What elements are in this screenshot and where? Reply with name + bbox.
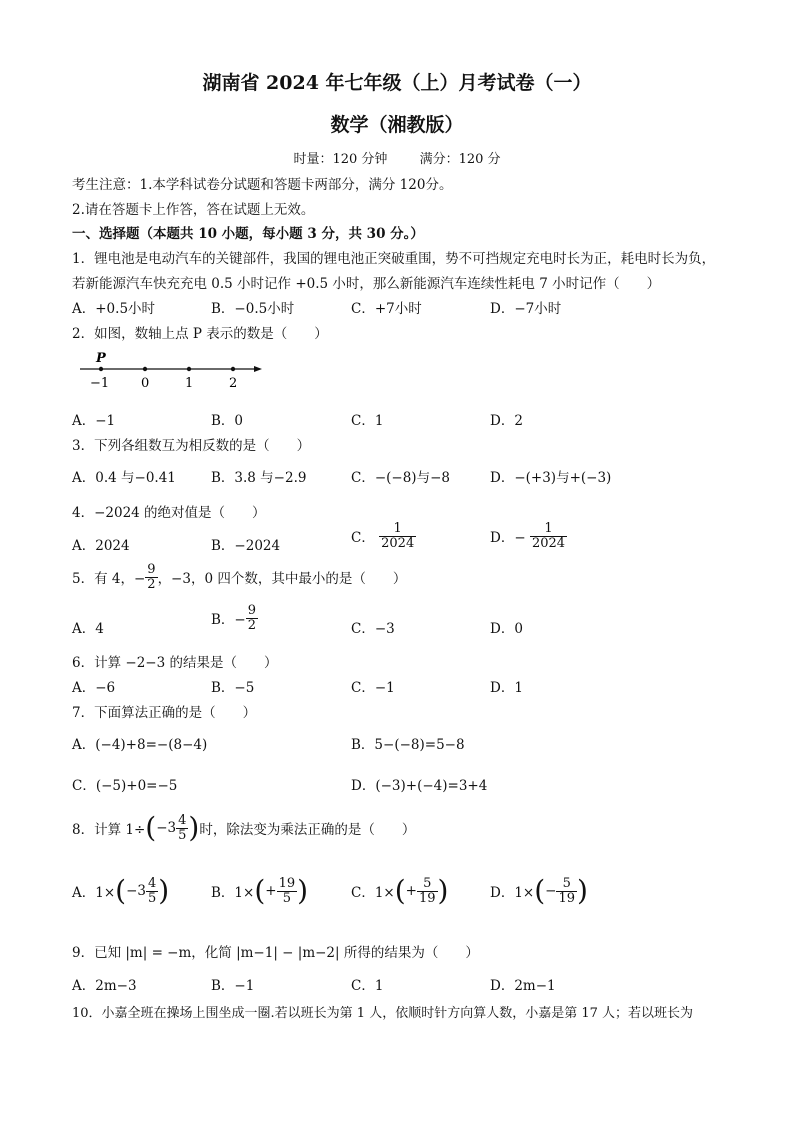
q1-line-1: 1．锂电池是电动汽车的关键部件，我国的锂电池正突破重围，势不可挡规定充电时长为正，耗电时长为负， <box>72 251 716 267</box>
right-paren-icon: ) <box>188 811 200 845</box>
q2-option-d: D．2 <box>490 413 523 429</box>
q8-option-d-fraction <box>556 877 577 905</box>
fraction-denominator: 2024 <box>531 535 566 551</box>
note-line-1: 考生注意：1.本学科试卷分试题和答题卡两部分，满分 120分。 <box>72 177 453 193</box>
q8-stem-part-1: 8．计算 1÷ <box>72 822 146 839</box>
q3-option-d: D．−(+3)与+(−3) <box>490 470 612 486</box>
fraction-numerator: 4 <box>178 813 187 828</box>
left-paren-icon: ( <box>115 874 127 908</box>
q8-option-d-sign: − <box>545 883 557 900</box>
fraction-denominator: 5 <box>277 891 298 906</box>
q8-option-c-fraction <box>417 877 438 905</box>
q8-stem <box>72 811 416 845</box>
point-p-label: P <box>96 351 106 366</box>
fraction-numerator: 1 <box>393 521 402 536</box>
q8-option-b <box>211 874 309 908</box>
q7-stem: 7．下面算法正确的是（ ） <box>72 705 257 721</box>
q6-option-d: D．1 <box>490 680 523 696</box>
q6-stem: 6．计算 −2−3 的结果是（ ） <box>72 655 278 671</box>
tick-dot-2 <box>231 367 235 371</box>
exam-title: 湖南省 2024 年七年级（上）月考试卷（一） <box>202 72 592 94</box>
fraction-denominator: 5 <box>148 890 157 906</box>
q3-stem: 3．下列各组数互为相反数的是（ ） <box>72 438 311 454</box>
q8-option-c-sign: + <box>405 883 417 900</box>
left-paren-icon: ( <box>254 874 266 908</box>
full-score: 满分：120 分 <box>419 152 501 167</box>
q9-option-a: A．2m−3 <box>72 978 137 994</box>
right-paren-icon: ) <box>158 874 170 908</box>
fraction-numerator: 4 <box>148 876 157 891</box>
fraction-denominator: 2024 <box>381 535 415 551</box>
q4-option-c-label: C． <box>351 530 375 547</box>
fraction-numerator: 5 <box>423 876 432 891</box>
arrow-head-icon <box>254 366 262 372</box>
q2-option-b: B．0 <box>211 413 244 429</box>
left-paren-icon: ( <box>145 811 157 845</box>
q2-stem: 2．如图，数轴上点 P 表示的数是（ ） <box>72 326 328 342</box>
left-paren-icon: ( <box>394 874 406 908</box>
fraction-numerator: 5 <box>562 876 571 891</box>
q1-option-c: C．+7小时 <box>351 301 422 317</box>
fraction-numerator: 9 <box>247 603 257 618</box>
section-heading: 一、选择题（本题共 10 小题，每小题 3 分，共 30 分。） <box>72 226 424 242</box>
fraction-denominator: 2 <box>247 617 257 633</box>
tick-label-0: 0 <box>141 376 150 391</box>
q6-option-c: C．−1 <box>351 680 395 696</box>
q8-option-d-label: D．1× <box>490 885 535 902</box>
fraction-numerator: 1 <box>544 521 553 536</box>
q2-option-c: C．1 <box>351 413 384 429</box>
q3-option-a: A．0.4 与−0.41 <box>72 470 176 486</box>
q3-option-b: B．3.8 与−2.9 <box>211 470 307 486</box>
q8-option-b-sign: + <box>265 883 277 900</box>
q8-option-a <box>72 874 170 908</box>
q8-stem-part-2: 时，除法变为乘法正确的是（ ） <box>199 822 416 839</box>
q8-option-a-label: A．1× <box>72 885 116 902</box>
q9-option-d: D．2m−1 <box>490 978 556 994</box>
q6-option-a: A．−6 <box>72 680 116 696</box>
q7-option-b: B．5−(−8)=5−8 <box>351 737 465 753</box>
q5-option-b-label: B．− <box>211 612 246 629</box>
fraction-numerator: 9 <box>147 562 156 577</box>
q4-option-c-fraction <box>379 522 416 550</box>
q4-option-d-fraction <box>530 522 567 550</box>
fraction-denominator: 19 <box>558 890 576 906</box>
q1-option-b: B．−0.5小时 <box>211 301 295 317</box>
q4-option-a: A．2024 <box>72 538 130 554</box>
q8-option-d <box>490 874 588 908</box>
q7-option-a: A．(−4)+8=−(8−4) <box>72 737 208 753</box>
q3-option-c: C．−(−8)与−8 <box>351 470 450 486</box>
fraction-denominator: 5 <box>178 827 187 843</box>
q5-option-b-fraction <box>246 604 258 632</box>
q4-option-c <box>351 522 416 550</box>
q6-option-b: B．−5 <box>211 680 255 696</box>
time-limit: 时量：120 分钟 <box>293 152 388 167</box>
q8-mixed-whole: −3 <box>156 820 177 837</box>
q5-option-a: A．4 <box>72 621 104 637</box>
q8-option-b-label: B．1× <box>211 885 255 902</box>
point-p-dot <box>99 367 103 371</box>
q4-option-d-label: D．− <box>490 530 526 547</box>
q4-stem: 4．−2024 的绝对值是（ ） <box>72 505 266 521</box>
right-paren-icon: ) <box>437 874 449 908</box>
q8-option-c <box>351 874 449 908</box>
q8-stem-fraction <box>176 814 188 842</box>
q5-option-d: D．0 <box>490 621 523 637</box>
q5-stem-part-2: ，−3，0 四个数，其中最小的是（ ） <box>157 571 407 588</box>
q1-option-d: D．−7小时 <box>490 301 562 317</box>
q1-line-2: 若新能源汽车快充充电 0.5 小时记作 +0.5 小时，那么新能源汽车连续性耗电 7 小时记作（ ） <box>72 276 661 292</box>
fraction-denominator: 2 <box>147 576 156 592</box>
left-paren-icon: ( <box>534 874 546 908</box>
tick-label-neg1: −1 <box>90 376 110 391</box>
q5-option-b <box>211 604 258 632</box>
q7-option-c: C．(−5)+0=−5 <box>72 778 178 794</box>
exam-subtitle: 数学（湘教版） <box>330 114 464 136</box>
q7-option-d: D．(−3)+(−4)=3+4 <box>351 778 488 794</box>
q4-option-d <box>490 522 567 550</box>
note-line-2: 2.请在答题卡上作答，答在试题上无效。 <box>72 202 315 218</box>
q9-stem: 9．已知 |m| = −m，化简 |m−1| − |m−2| 所得的结果为（ ） <box>72 945 479 961</box>
q5-option-c: C．−3 <box>351 621 395 637</box>
q8-option-a-sign: −3 <box>126 883 146 900</box>
fraction-denominator: 19 <box>418 890 436 906</box>
q8-option-c-label: C．1× <box>351 885 395 902</box>
q5-stem-fraction <box>145 563 157 591</box>
q8-option-b-fraction <box>277 877 298 905</box>
q5-stem-part-1: 5．有 4，− <box>72 571 146 588</box>
number-line-figure <box>76 349 266 393</box>
q8-option-a-fraction <box>146 877 158 905</box>
q9-option-c: C．1 <box>351 978 384 994</box>
q5-stem <box>72 563 406 591</box>
fraction-numerator: 19 <box>278 876 296 891</box>
q1-option-a: A．+0.5小时 <box>72 301 156 317</box>
tick-label-2: 2 <box>229 376 238 391</box>
right-paren-icon: ) <box>577 874 588 908</box>
tick-dot-1 <box>187 367 191 371</box>
tick-dot-0 <box>143 367 147 371</box>
q9-option-b: B．−1 <box>211 978 255 994</box>
right-paren-icon: ) <box>297 874 309 908</box>
tick-label-1: 1 <box>185 376 194 391</box>
exam-info <box>0 148 794 167</box>
q4-option-b: B．−2024 <box>211 538 281 554</box>
q2-option-a: A．−1 <box>72 413 116 429</box>
q10-line-1: 10．小嘉全班在操场上围坐成一圈.若以班长为第 1 人，依顺时针方向算人数，小嘉是第 17 人；若以班长为 <box>72 1006 694 1021</box>
